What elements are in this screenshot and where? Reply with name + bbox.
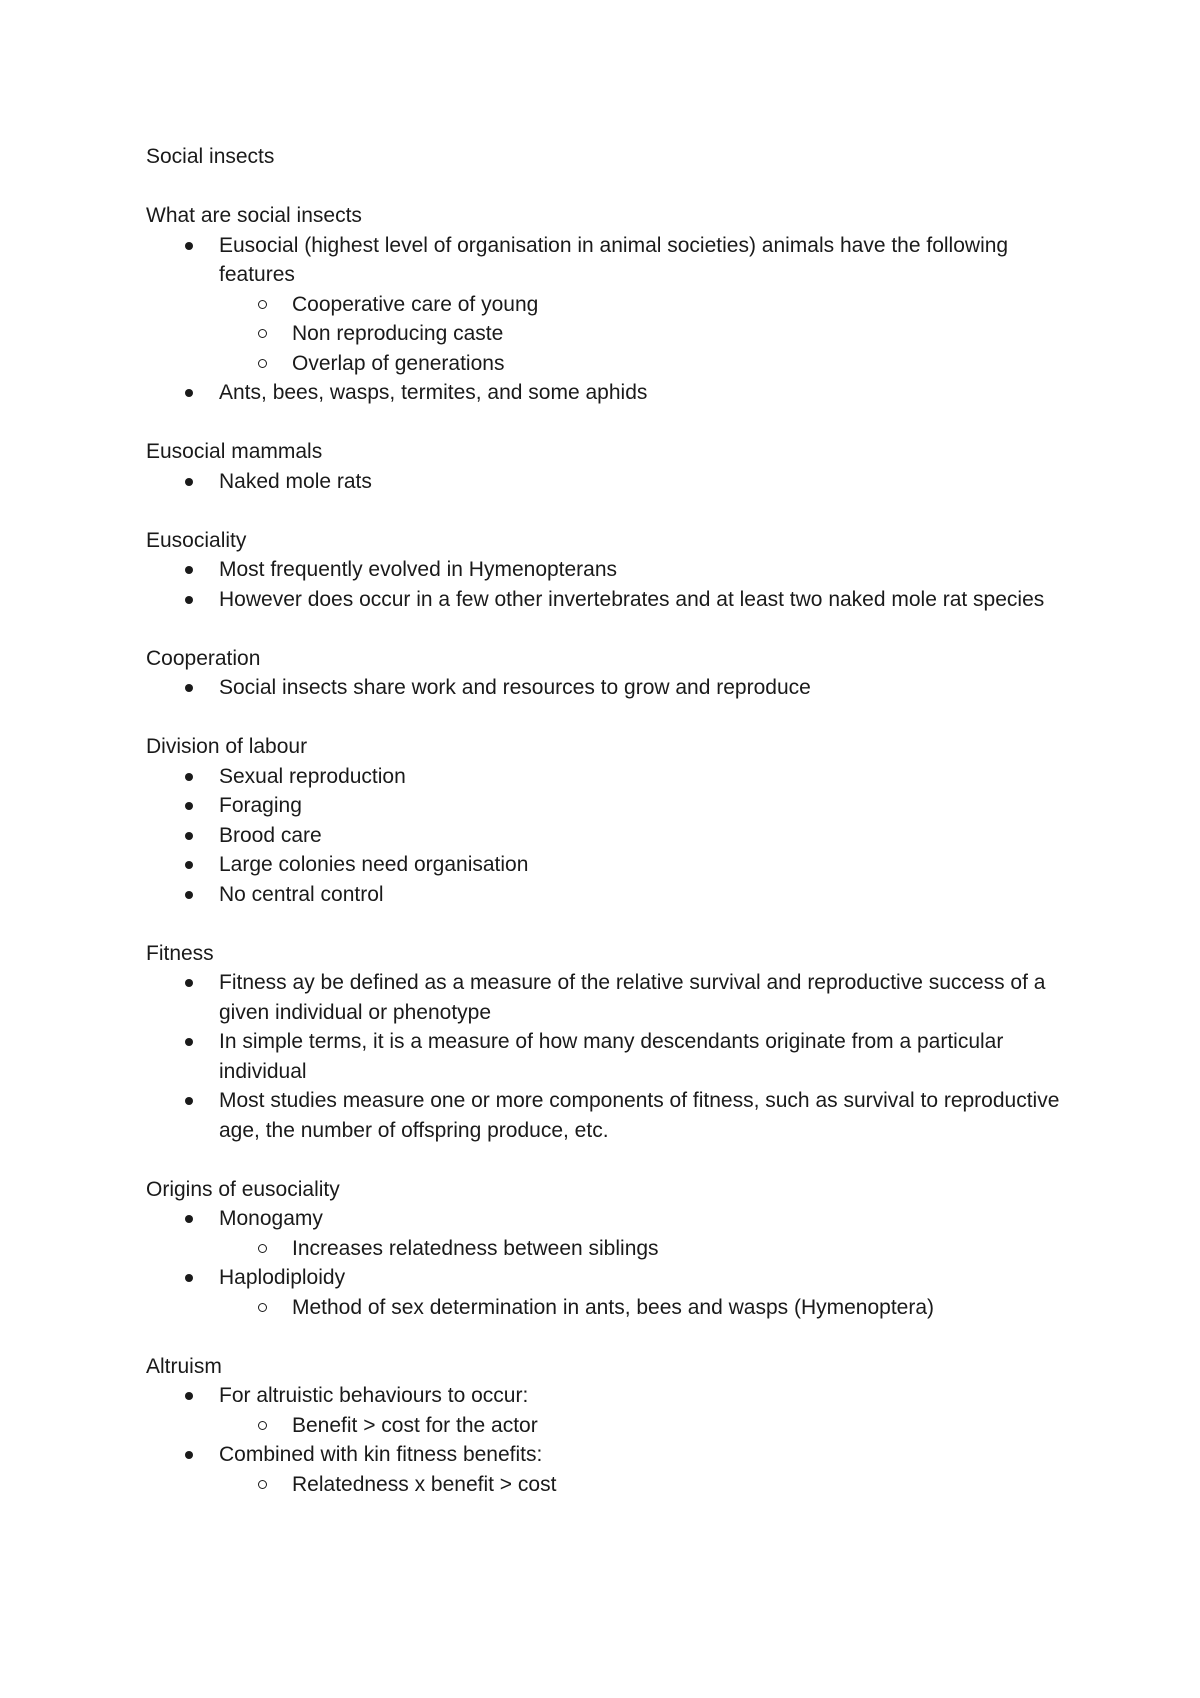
bullet-item: [146, 762, 1086, 792]
section-heading: Eusocial mammals: [146, 440, 323, 463]
bullet-list: [146, 762, 1086, 910]
section-heading: Eusociality: [146, 528, 247, 552]
sub-bullet-item: [219, 349, 1086, 379]
bullet-list: [146, 968, 1086, 1145]
bullet-item: [146, 1263, 1086, 1322]
bullet-text: In simple terms, it is a measure of how many descendants originate from a particular individual: [219, 1027, 1086, 1086]
section: [146, 644, 1086, 703]
section-heading: Division of labour: [146, 735, 308, 758]
section: [146, 732, 1086, 909]
bullet-text: Naked mole rats: [219, 467, 1086, 497]
section: [146, 201, 1086, 408]
bullet-list: [146, 673, 1086, 703]
bullet-item: [146, 880, 1086, 910]
document-title: Social insects: [146, 145, 275, 168]
sub-bullet-text: Method of sex determination in ants, bees and wasps (Hymenoptera): [292, 1293, 1086, 1323]
bullet-item: [146, 378, 1086, 408]
bullet-item: [146, 1440, 1086, 1499]
sub-bullet-list: [219, 1411, 1086, 1441]
section-heading: Altruism: [146, 1354, 222, 1378]
sub-bullet-list: [219, 1234, 1086, 1264]
bullet-item: [146, 231, 1086, 379]
section: [146, 1352, 1086, 1500]
bullet-item: [146, 467, 1086, 497]
bullet-list: [146, 467, 1086, 497]
section-heading: Fitness: [146, 941, 214, 965]
bullet-text: Most frequently evolved in Hymenopterans: [219, 555, 1086, 585]
bullet-item: [146, 968, 1086, 1027]
sub-bullet-text: Overlap of generations: [292, 349, 1086, 379]
bullet-text: Combined with kin fitness benefits:: [219, 1440, 1086, 1470]
bullet-list: [146, 555, 1086, 614]
sub-bullet-list: [219, 1293, 1086, 1323]
bullet-text: Fitness ay be defined as a measure of the relative survival and reproductive success of a given individual or phenotype: [219, 968, 1086, 1027]
bullet-text: For altruistic behaviours to occur:: [219, 1381, 1086, 1411]
bullet-text: Ants, bees, wasps, termites, and some aphids: [219, 378, 1086, 408]
sub-bullet-text: Increases relatedness between siblings: [292, 1234, 1086, 1264]
section: [146, 437, 1086, 496]
section: [146, 526, 1086, 615]
sub-bullet-item: [219, 1411, 1086, 1441]
section: [146, 939, 1086, 1146]
sub-bullet-item: [219, 1470, 1086, 1500]
bullet-item: [146, 791, 1086, 821]
section-heading: What are social insects: [146, 204, 362, 227]
sub-bullet-item: [219, 1293, 1086, 1323]
bullet-text: Sexual reproduction: [219, 762, 1086, 792]
section-heading: Cooperation: [146, 646, 261, 670]
bullet-text: Large colonies need organisation: [219, 850, 1086, 880]
bullet-item: [146, 821, 1086, 851]
bullet-item: [146, 1027, 1086, 1086]
bullet-text: Foraging: [219, 791, 1086, 821]
sub-bullet-text: Relatedness x benefit > cost: [292, 1470, 1086, 1500]
bullet-text: Most studies measure one or more components of fitness, such as survival to reproductive age, the number of offspring produce, etc.: [219, 1086, 1086, 1145]
bullet-item: [146, 1381, 1086, 1440]
bullet-item: [146, 1086, 1086, 1145]
sub-bullet-text: Benefit > cost for the actor: [292, 1411, 1086, 1441]
sub-bullet-text: Non reproducing caste: [292, 319, 1086, 349]
bullet-item: [146, 555, 1086, 585]
bullet-item: [146, 850, 1086, 880]
bullet-text: Haplodiploidy: [219, 1263, 1086, 1293]
sub-bullet-item: [219, 1234, 1086, 1264]
bullet-item: [146, 585, 1086, 615]
document-body: [146, 201, 1086, 1499]
sub-bullet-item: [219, 319, 1086, 349]
bullet-text: However does occur in a few other invertebrates and at least two naked mole rat species: [219, 585, 1086, 615]
bullet-text: Brood care: [219, 821, 1086, 851]
bullet-text: Eusocial (highest level of organisation in animal societies) animals have the following features: [219, 231, 1086, 290]
bullet-text: No central control: [219, 880, 1086, 910]
sub-bullet-list: [219, 290, 1086, 379]
document-page: [146, 142, 1086, 1529]
section: [146, 1175, 1086, 1323]
bullet-list: [146, 1381, 1086, 1499]
bullet-item: [146, 673, 1086, 703]
sub-bullet-item: [219, 290, 1086, 320]
bullet-list: [146, 1204, 1086, 1322]
bullet-text: Social insects share work and resources to grow and reproduce: [219, 673, 1086, 703]
bullet-text: Monogamy: [219, 1204, 1086, 1234]
bullet-item: [146, 1204, 1086, 1263]
sub-bullet-text: Cooperative care of young: [292, 290, 1086, 320]
sub-bullet-list: [219, 1470, 1086, 1500]
bullet-list: [146, 231, 1086, 408]
section-heading: Origins of eusociality: [146, 1177, 340, 1201]
